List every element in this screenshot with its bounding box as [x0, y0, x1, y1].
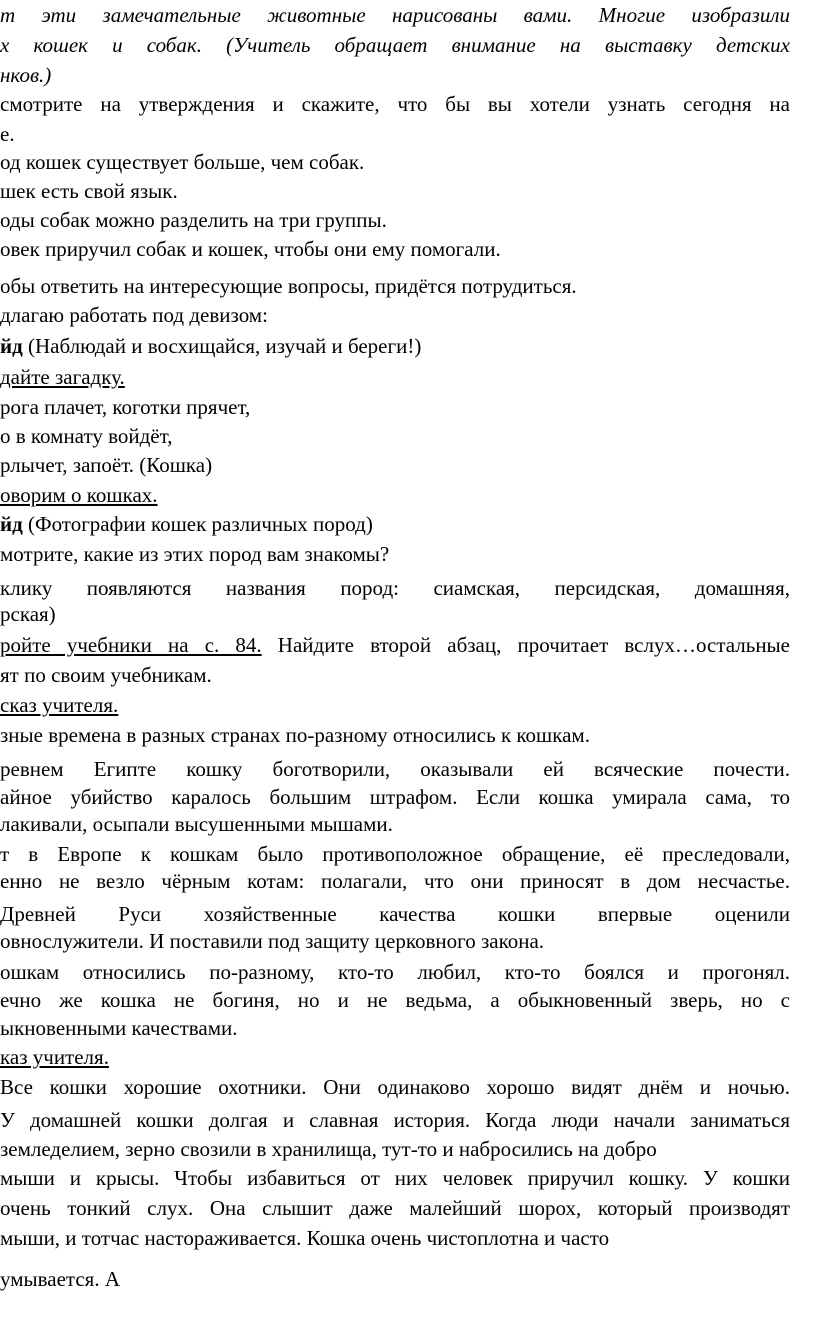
history-line-6: енно не везло чёрным котам: полагали, что они приносят в дом несчастье. — [0, 869, 790, 893]
teacher-story-heading-1: сказ учителя. — [0, 693, 119, 717]
statement-3: оды собак можно разделить на три группы. — [0, 208, 387, 232]
riddle-line-2: о в комнату войдёт, — [0, 424, 173, 448]
history-line-8: овнослужители. И поставили под защиту церковного закона. — [0, 929, 545, 953]
photos-text: (Фотографии кошек различных пород) — [22, 512, 373, 536]
statement-4: овек приручил собак и кошек, чтобы они ему помогали. — [0, 237, 501, 261]
history-line-9: ошкам относились по-разному, кто-то любил, кто-то боялся и прогонял. — [0, 960, 790, 984]
slide-label: йд — [0, 512, 23, 536]
history-line-11: ыкновенными качествами. — [0, 1016, 238, 1040]
story-line-5: очень тонкий слух. Она слышит даже малейший шорох, который производят — [0, 1196, 790, 1220]
history-line-1: зные времена в разных странах по-разному относились к кошкам. — [0, 723, 590, 747]
slide-motto — [0, 333, 790, 359]
textbook-line — [0, 632, 790, 658]
riddle-line-3: рлычет, запоёт. (Кошка) — [0, 453, 213, 477]
history-line-2: ревнем Египте кошку боготворили, оказывали ей всяческие почести. — [0, 757, 790, 781]
history-line-5: т в Европе к кошкам было противоположное обращение, её преследовали, — [0, 842, 790, 866]
intro-italic-line-3: нков.) — [0, 63, 52, 87]
riddle-line-1: рога плачет, коготки прячет, — [0, 395, 251, 419]
breeds-line-1: клику появляются названия пород: сиамская, персидская, домашняя, — [0, 576, 790, 600]
textbook-link-text: ройте учебники на с. 84. — [0, 633, 262, 657]
cats-heading: оворим о кошках. — [0, 483, 158, 507]
story-line-2: У домашней кошки долгая и славная история. Когда люди начали заниматься — [0, 1108, 790, 1132]
slide-label: йд — [0, 334, 23, 358]
prompt-line-end: е. — [0, 122, 15, 146]
statement-5: обы ответить на интересующие вопросы, придётся потрудиться. — [0, 274, 577, 298]
breeds-question: мотрите, какие из этих пород вам знакомы? — [0, 542, 390, 566]
breeds-line-2: рская) — [0, 602, 56, 626]
history-line-7: Древней Руси хозяйственные качества кошки впервые оценили — [0, 902, 790, 926]
story-line-7: умывается. А — [0, 1267, 120, 1291]
riddle-heading: дайте загадку. — [0, 365, 125, 389]
prompt-line: смотрите на утверждения и скажите, что бы вы хотели узнать сегодня на — [0, 92, 790, 116]
history-line-3: айное убийство каралось большим штрафом. Если кошка умирала сама, то — [0, 785, 790, 809]
teacher-story-heading-2: каз учителя. — [0, 1045, 109, 1069]
history-line-10: ечно же кошка не богиня, но и не ведьма, а обыкновенный зверь, но с — [0, 988, 790, 1012]
slide-photos — [0, 511, 790, 537]
story-line-4: мыши и крысы. Чтобы избавиться от них человек приручил кошку. У кошки — [0, 1166, 790, 1190]
statement-2: шек есть свой язык. — [0, 179, 178, 203]
motto-text: (Наблюдай и восхищайся, изучай и береги!) — [22, 334, 422, 358]
story-line-1: Все кошки хорошие охотники. Они одинаково хорошо видят днём и ночью. — [0, 1075, 790, 1099]
story-line-3: земледелием, зерно свозили в хранилища, тут-то и набросились на добро — [0, 1137, 657, 1161]
textbook-line-end: ят по своим учебникам. — [0, 663, 212, 687]
statement-1: од кошек существует больше, чем собак. — [0, 150, 365, 174]
history-line-4: лакивали, осыпали высушенными мышами. — [0, 812, 393, 836]
textbook-rest: Найдите второй абзац, прочитает вслух…остальные — [261, 633, 790, 657]
story-line-6: мыши, и тотчас настораживается. Кошка очень чистоплотна и часто — [0, 1226, 610, 1250]
intro-italic-line-1: т эти замечательные животные нарисованы вами. Многие изобразили — [0, 3, 790, 27]
motto-intro: длагаю работать под девизом: — [0, 303, 268, 327]
intro-italic-line-2: х кошек и собак. (Учитель обращает внимание на выставку детских — [0, 33, 790, 57]
